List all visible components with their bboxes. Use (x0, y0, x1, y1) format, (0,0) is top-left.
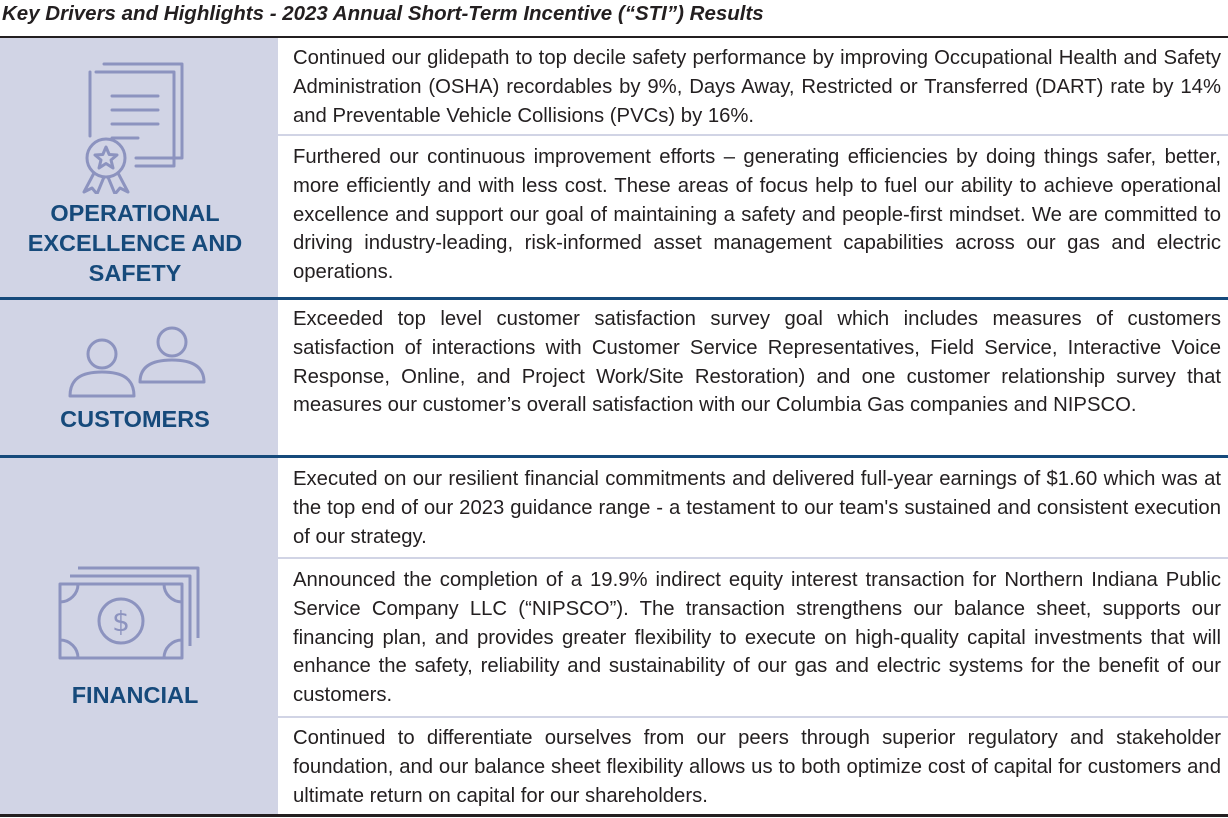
highlight-operational-1: Continued our glidepath to top decile safety performance by improving Occupational Health and Safety Administration (OSHA) recordables by 9%, Days Away, Restricted or Transferred (DART) rate by 14% and Preventable Vehicle Collisions (PVCs) by 16%. (293, 47, 1221, 127)
users-icon (66, 324, 208, 398)
table-bottom-rule (0, 814, 1228, 817)
section-label-customers: CUSTOMERS (60, 406, 210, 432)
section-label-financial: FINANCIAL (71, 682, 199, 708)
highlight-financial-1: Executed on our resilient financial commitments and delivered full-year earnings of $1.60 which was at the top end of our 2023 guidance range - a testament to our team's sustained and consistent execution of our strategy. (293, 468, 1221, 548)
sidebar-operational (0, 38, 278, 298)
highlight-financial-2: Announced the completion of a 19.9% indirect equity interest transaction for Northern Indiana Public Service Company LLC (“NIPSCO”). The transaction strengthens our balance sheet, supports our financing plan, and provides greater flexibility to execute on high-quality capital investments that will enhance the safety, reliability and sustainability of our gas and electric systems for the benefit of our customers. (293, 569, 1221, 707)
section-label-operational: OPERATIONAL EXCELLENCE AND SAFETY (27, 200, 243, 286)
row-divider (278, 557, 1228, 559)
highlight-financial-3: Continued to differentiate ourselves from our peers through superior regulatory and stakeholder foundation, and our balance sheet flexibility allows us to both optimize cost of capital for customers and ultimate return on capital for our shareholders. (293, 727, 1221, 807)
row-divider (278, 716, 1228, 718)
money-icon (56, 562, 202, 662)
svg-text:$: $ (112, 605, 130, 638)
sidebar-customers (0, 300, 278, 455)
sidebar-financial (0, 458, 278, 814)
page-title: Key Drivers and Highlights - 2023 Annual Short-Term Incentive (“STI”) Results (2, 2, 764, 25)
highlight-customers-1: Exceeded top level customer satisfaction survey goal which includes measures of customers satisfaction of interactions with Customer Service Representatives, Field Service, Interactive Voice Response, Online, and Project Work/Site Restoration) and one customer relationship survey that measures our customer’s overall satisfaction with our Columbia Gas companies and NIPSCO. (293, 308, 1221, 417)
certificate-icon (76, 58, 188, 194)
row-divider (278, 134, 1228, 136)
highlight-operational-2: Furthered our continuous improvement efforts – generating efficiencies by doing things safer, better, more efficiently and with less cost. These areas of focus help to fuel our ability to achieve operational excellence and support our goal of maintaining a safety and people-first mindset. We are committed to driving industry-leading, risk-informed asset management capabilities across our gas and electric operations. (293, 146, 1221, 284)
